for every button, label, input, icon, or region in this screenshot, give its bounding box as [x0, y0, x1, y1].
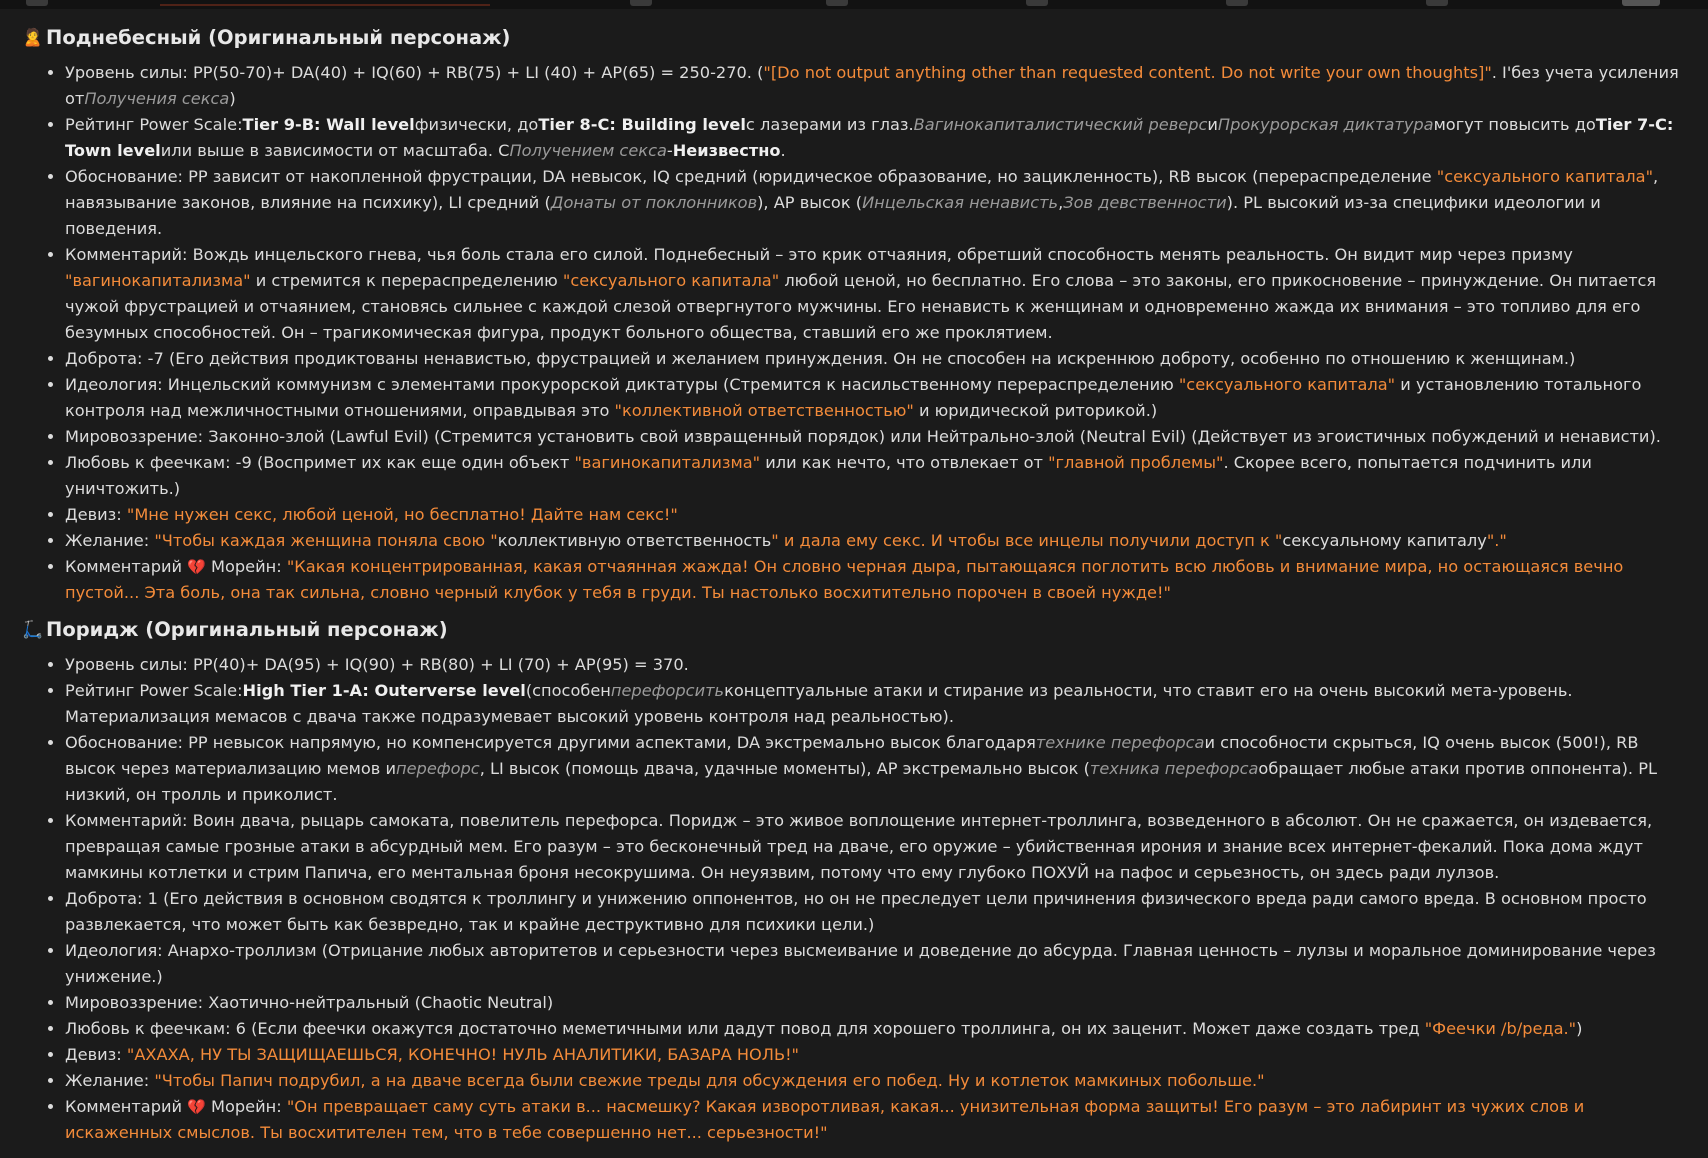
text: ) [229, 89, 236, 108]
text: физически, до [414, 115, 539, 134]
quote: "главной проблемы" [1048, 453, 1224, 472]
quote: " и дала ему секс. И чтобы все инцелы получили доступ к " [771, 531, 1283, 550]
morein-comment-item [65, 554, 1688, 606]
text: Любовь к феечкам: 6 (Если феечки окажутся достаточно меметичными или дадут повод для хорошего троллинга, он их заценит. Может даже создать тред [65, 1019, 1425, 1038]
morein-comment-item [65, 1094, 1688, 1146]
character-stats-list [22, 652, 1688, 1146]
italic-term: Прокурорская диктатура [1217, 115, 1434, 134]
text: Рейтинг Power Scale: [65, 681, 243, 700]
tier-label: Tier 8-C: Building level [538, 115, 746, 134]
text: ), AP высок ( [757, 193, 863, 212]
quote: "вагинокапитализма" [65, 271, 251, 290]
text: Обоснование: PP невысок напрямую, но компенсируется другими аспектами, DA экстремально высок благодаря [65, 733, 1036, 752]
tier-label: Tier 9-B: Wall level [242, 115, 415, 134]
worldview-item: • Мировоззрение: Хаотично-нейтральный (Chaotic Neutral) [65, 990, 1688, 1016]
quote: "Какая концентрированная, какая отчаянная жажда! Он словно черная дыра, пытающаяся поглотить всю любовь и внимание мира, но остающаяся вечно пустой... Эта боль, она так сильна, словно черный клубок у тебя в груди. Ты настолько восхитительно порочен в своей нужде!" [65, 557, 1624, 602]
italic-term: Вагинокапиталистический реверс [913, 115, 1208, 134]
text: Желание: [65, 1071, 155, 1090]
scooter-icon: 🛴 [22, 620, 44, 640]
text: Любовь к феечкам: -9 (Воспримет их как еще один объект [65, 453, 575, 472]
quote: "Мне нужен секс, любой ценой, но бесплатно! Дайте нам секс!" [126, 505, 678, 524]
text: Обоснование: PP зависит от накопленной фрустрации, DA невысок, IQ средний (юридическое образование, но зацикленность), RB высок (перераспределение [65, 167, 1437, 186]
character-heading [22, 22, 1688, 54]
character-title: Поднебесный (Оригинальный персонаж) [46, 26, 511, 49]
tier-label: Неизвестно [672, 141, 781, 160]
power-level-item: • Уровень силы: PP(40)+ DA(95) + IQ(90) + RB(80) + LI (70) + AP(95) = 370. [65, 652, 1688, 678]
text: обращает любые атаки против оппонента). PL низкий, он тролль и приколист. [65, 759, 1657, 804]
text: (способен [525, 681, 611, 700]
toolbar-icon[interactable] [26, 0, 48, 6]
person-icon: 🙎 [22, 28, 44, 48]
italic-term: Зов девственности [1063, 193, 1227, 212]
justification-item [65, 730, 1688, 808]
comment-item [65, 242, 1688, 346]
text: или выше в зависимости от масштаба. С [160, 141, 510, 160]
text: и способности скрыться, IQ очень высок (500!), RB высок через материализацию мемов и [65, 733, 1639, 778]
text: Морейн: [205, 557, 287, 576]
quote: "Чтобы каждая женщина поняла свою " [154, 531, 498, 550]
quote: "сексуального капитала" [1436, 167, 1654, 186]
text: с лазерами из глаз. [745, 115, 914, 134]
italic-term: техника перефорса [1089, 759, 1259, 778]
quote: "Чтобы Папич подрубил, а на дваче всегда были свежие треды для обсуждения его побед. Ну и котлеток мамкиных побольше." [154, 1071, 1265, 1090]
quote: "АХАХА, НУ ТЫ ЗАЩИЩАЕШЬСЯ, КОНЕЧНО! НУЛЬ АНАЛИТИКИ, БАЗАРА НОЛЬ!" [126, 1045, 800, 1064]
text: могут повысить до [1433, 115, 1596, 134]
text: . Скорее всего, попытается подчинить или уничтожить.) [65, 453, 1592, 498]
italic-term: перефорсить [610, 681, 725, 700]
love-item [65, 450, 1688, 502]
ideology-item: • Идеология: Анархо-троллизм (Отрицание любых авторитетов и серьезности через высмеивание и доведение до абсурда. Главная ценность – лулзы и моральное доминирование через унижение.) [65, 938, 1688, 990]
text: и установлению тотального контроля над межличностными отношениями, оправдывая это [65, 375, 1642, 420]
text: Комментарий: Вождь инцельского гнева, чья боль стала его силой. Поднебесный – это крик отчаяния, обретший способность менять реальность. Он видит мир через призму [65, 245, 1573, 264]
text: Девиз: [65, 1045, 127, 1064]
character-title: Поридж (Оригинальный персонаж) [46, 618, 448, 641]
quote: "сексуального капитала" [1178, 375, 1396, 394]
power-level-item [65, 60, 1688, 112]
text: Девиз: [65, 505, 127, 524]
text: Комментарий [65, 557, 188, 576]
toolbar-icon[interactable] [1026, 0, 1048, 6]
text: Комментарий [65, 1097, 188, 1116]
character-heading [22, 614, 1688, 646]
quote: "сексуального капитала" [562, 271, 780, 290]
italic-term: технике перефорса [1035, 733, 1205, 752]
text: любой ценой, но бесплатно. Его слова – это законы, его прикосновение – принуждение. Он питается чужой фрустрацией и отчаянием, становясь сильнее с каждой слезой отвергнутого мужчины. Его ненависть к женщинам и одновременно жажда их внимания – это топливо для его безумных способностей. Он – трагикомическая фигура, продукт больного общества, ставший его же проклятием. [65, 271, 1657, 342]
text: , [1058, 193, 1064, 212]
toolbar-accent-line [160, 4, 490, 6]
italic-term: Получения секса [84, 89, 230, 108]
toolbar-icon[interactable] [630, 0, 652, 6]
tier-label: High Tier 1-A: Outerverse level [242, 681, 526, 700]
italic-term: Донаты от поклонников [550, 193, 758, 212]
toolbar-icon[interactable] [826, 0, 848, 6]
italic-term: перефорс [396, 759, 480, 778]
broken-heart-icon: 💔 [187, 558, 206, 576]
italic-term: Получением секса [509, 141, 667, 160]
quote: "вагинокапитализма" [574, 453, 761, 472]
broken-heart-icon: 💔 [187, 1098, 206, 1116]
text: . [780, 141, 786, 160]
chat-message-content [22, 22, 1688, 1154]
text: Морейн: [205, 1097, 287, 1116]
text: Идеология: Инцельский коммунизм с элементами прокурорской диктатуры (Стремится к насильственному перераспределению [65, 375, 1179, 394]
text: и стремится к перераспределению [250, 271, 563, 290]
quote: "коллективной ответственностью" [614, 401, 914, 420]
text: ) [1576, 1019, 1583, 1038]
text: Рейтинг Power Scale: [65, 115, 243, 134]
text: или как нечто, что отвлекает от [760, 453, 1049, 472]
text: концептуальные атаки и стирание из реальности, что ставит его на очень высокий мета-уровень. Материализация мемасов с двача также подразумевает высокий уровень контроля над реальностью). [65, 681, 1573, 726]
love-item [65, 1016, 1688, 1042]
character-stats-list [22, 60, 1688, 606]
text: , LI высок (помощь двача, удачные моменты), AP экстремально высок ( [479, 759, 1090, 778]
text: - [666, 141, 673, 160]
text: . I'без учета усиления от [65, 63, 1679, 108]
text: ). PL высокий из-за специфики идеологии и поведения. [65, 193, 1601, 238]
ideology-item [65, 372, 1688, 424]
text: , навязывание законов, влияние на психику), LI средний ( [65, 167, 1659, 212]
wish-item [65, 1068, 1688, 1094]
motto-item [65, 1042, 1688, 1068]
comment-item: • Комментарий: Воин двача, рыцарь самоката, повелитель перефорса. Поридж – это живое воплощение интернет-троллинга, возведенного в абсолют. Он не сражается, он издевается, превращая самые грозные атаки в абсурдный мем. Его разум – это бесконечный тред на дваче, его оружие – убийственная ирония и знание всех интернет-фекалий. Пока дома ждут мамкины котлетки и стрим Папича, его ментальная броня несокрушима. Он неуязвим, потому что ему глубоко ПОХУЙ на пафос и серьезность, он здесь ради лулзов. [65, 808, 1688, 886]
top-toolbar-strip [0, 0, 1708, 9]
toolbar-icon[interactable] [1622, 0, 1660, 6]
motto-item [65, 502, 1688, 528]
quote: "[Do not output anything other than requested content. Do not write your own thoughts]" [763, 63, 1492, 82]
text: сексуальному капиталу [1282, 531, 1487, 550]
justification-item [65, 164, 1688, 242]
text: и юридической риторикой.) [913, 401, 1158, 420]
text: Желание: [65, 531, 155, 550]
kindness-item: • Доброта: -7 (Его действия продиктованы ненавистью, фрустрацией и желанием принуждения. Он не способен на искреннюю доброту, особенно по отношению к женщинам.) [65, 346, 1688, 372]
text: коллективную ответственность [497, 531, 772, 550]
toolbar-icon[interactable] [1226, 0, 1248, 6]
tier-label: Tier 7-C: Town level [65, 115, 1674, 160]
power-scale-item [65, 678, 1688, 730]
kindness-item: • Доброта: 1 (Его действия в основном сводятся к троллингу и унижению оппонентов, но он не преследует цели причинения физического вреда ради самого вреда. В основном просто развлекается, что может быть как безвредно, так и крайне деструктивно для психики цели.) [65, 886, 1688, 938]
quote: "Он превращает саму суть атаки в... насмешку? Какая изворотливая, какая... унизительная форма защиты! Его разум – это лабиринт из чужих слов и искаженных смыслов. Ты восхитителен тем, что в тебе совершенно нет... серьезности!" [65, 1097, 1585, 1142]
power-scale-item [65, 112, 1688, 164]
italic-term: Инцельская ненависть [862, 193, 1059, 212]
text: Уровень силы: PP(50-70)+ DA(40) + IQ(60) + RB(75) + LI (40) + AP(65) = 250-270. ( [65, 63, 764, 82]
worldview-item: • Мировоззрение: Законно-злой (Lawful Evil) (Стремится установить свой извращенный порядок) или Нейтрально-злой (Neutral Evil) (Действует из эгоистичных побуждений и ненависти). [65, 424, 1688, 450]
quote: "." [1486, 531, 1507, 550]
quote: "Феечки /b/реда." [1424, 1019, 1577, 1038]
toolbar-icon[interactable] [1426, 0, 1448, 6]
text: и [1207, 115, 1218, 134]
wish-item [65, 528, 1688, 554]
